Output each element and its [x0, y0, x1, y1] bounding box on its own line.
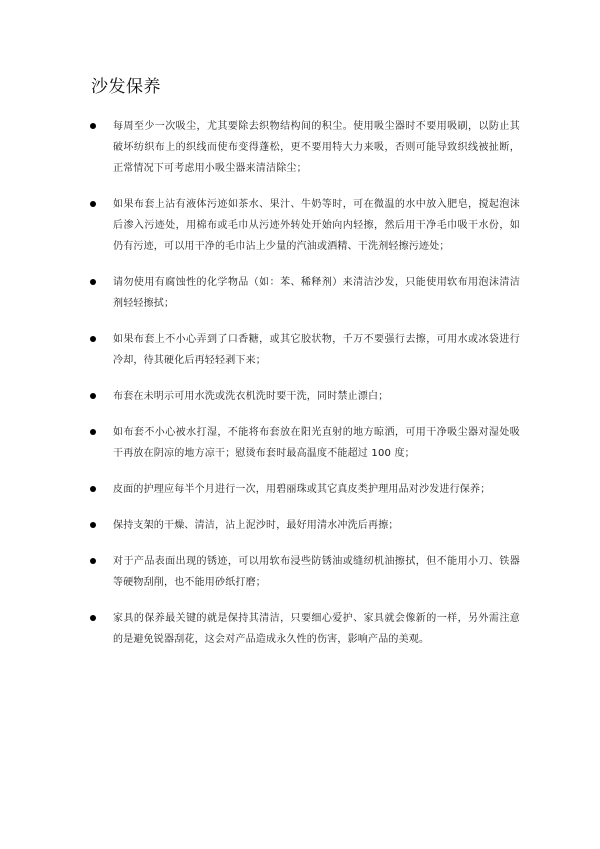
list-item-text: 每周至少一次吸尘，尤其要除去织物结构间的积尘。使用吸尘器时不要用吸刷，以防止其破坏纺织布上的织线而使布变得蓬松，更不要用特大力来吸，否则可能导致织线被扯断，正常情况下可考虑用小吸尘器来清洁除尘；: [113, 121, 520, 174]
bullet-icon: [90, 393, 96, 399]
care-tips-list: [90, 116, 520, 665]
bullet-icon: [90, 486, 96, 492]
list-item-text: 家具的保养最关键的就是保持其清洁，只要细心爱护、家具就会像新的一样，另外需注意的是避免锐器刮花，这会对产品造成永久性的伤害，影响产品的美观。: [113, 613, 520, 645]
bullet-icon: [90, 201, 96, 207]
list-item: [90, 515, 520, 536]
bullet-icon: [90, 279, 96, 285]
list-item-text: 如布套不小心被水打湿，不能将布套放在阳光直射的地方晾洒，可用干净吸尘器对湿处吸干再放在阴凉的地方凉干；慰烫布套时最高温度不能超过 100 度；: [113, 427, 520, 459]
bullet-icon: [90, 615, 96, 621]
list-item: [90, 329, 520, 371]
list-item: [90, 194, 520, 257]
list-item: [90, 422, 520, 464]
list-item-text: 请勿使用有腐蚀性的化学物品（如：苯、稀释剂）来清洁沙发，只能使用软布用泡沫清洁剂轻轻擦拭；: [113, 277, 520, 309]
bullet-icon: [90, 558, 96, 564]
list-item: [90, 551, 520, 593]
list-item-text: 如果布套上不小心弄到了口香糖，或其它胶状物，千万不要强行去擦，可用水或冰袋进行冷却，待其硬化后再轻轻剥下来；: [113, 334, 520, 366]
list-item: [90, 479, 520, 500]
list-item: [90, 272, 520, 314]
bullet-icon: [90, 522, 96, 528]
list-item-text: 如果布套上沾有液体污迹如茶水、果汁、牛奶等时，可在微温的水中放入肥皂，搅起泡沫后渗入污迹处，用棉布或毛巾从污迹外转处开始向内轻擦，然后用干净毛巾吸干水份，如仍有污迹，可以用干净的毛巾沾上少量的汽油或酒精、干洗剂轻擦污迹处；: [113, 199, 520, 252]
page-title: 沙发保养: [91, 77, 161, 97]
bullet-icon: [90, 123, 96, 129]
bullet-icon: [90, 429, 96, 435]
list-item-text: 布套在未明示可用水洗或洗衣机洗时要干洗，同时禁止漂白；: [113, 391, 389, 402]
list-item-text: 对于产品表面出现的锈迹，可以用软布浸些防锈油或缝纫机油擦拭，但不能用小刀、铁器等硬物刮削，也不能用砂纸打磨；: [113, 556, 520, 588]
list-item: [90, 116, 520, 179]
list-item: [90, 386, 520, 407]
list-item-text: 皮面的护理应每半个月进行一次，用碧丽珠或其它真皮类护理用品对沙发进行保养；: [113, 484, 491, 495]
bullet-icon: [90, 336, 96, 342]
list-item: [90, 608, 520, 650]
list-item-text: 保持支架的干燥、清洁，沾上泥沙时，最好用清水冲洗后再擦；: [113, 520, 399, 531]
